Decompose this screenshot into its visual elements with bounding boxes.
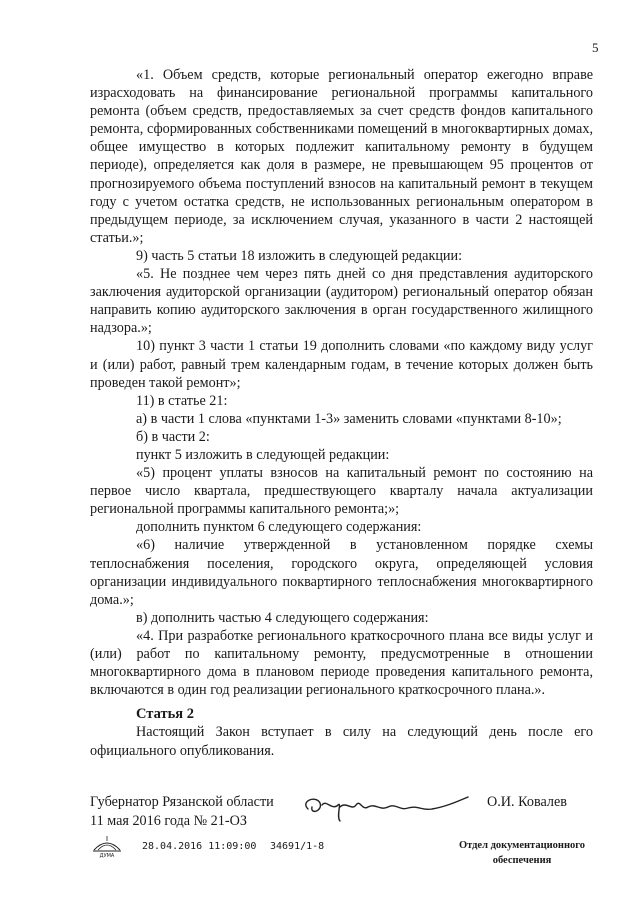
paragraph: «5. Не позднее чем через пять дней со дня представления аудиторского заключения аудиторской организации (аудитором) региональный оператор обязан направить копию аудиторского заключения в орган государственного жилищного надзора.»;: [90, 266, 593, 337]
paragraph: в) дополнить частью 4 следующего содержания:: [136, 609, 429, 626]
paragraph: «4. При разработке регионального краткосрочного плана все виды услуг и (или) работ по капитальному ремонту, предусмотренные в отношении многоквартирного дома в плановом периоде проведения капитального ремонта, включаются в один год реализации регионального краткосрочного плана.».: [90, 627, 593, 699]
article-text: Настоящий Закон вступает в силу на следующий день после его официального опубликования.: [90, 724, 593, 759]
paragraph: пункт 5 изложить в следующей редакции:: [136, 446, 390, 463]
law-date-number: 11 мая 2016 года № 21-ОЗ: [90, 813, 247, 829]
paragraph: дополнить пунктом 6 следующего содержания:: [136, 519, 422, 536]
department-line: обеспечения: [492, 855, 552, 866]
handwritten-signature: [296, 781, 476, 836]
paragraph: 11) в статье 21:: [136, 392, 228, 409]
paragraph: «6) наличие утвержденной в установленном порядке схемы теплоснабжения поселения, городского округа, определяющей условия организации индивидуального поквартирного теплоснабжения многоквартирного дома.»;: [90, 537, 593, 608]
paragraph: 9) часть 5 статьи 18 изложить в следующей редакции:: [136, 247, 463, 264]
department-stamp: [442, 838, 602, 868]
governor-name: О.И. Ковалев: [487, 794, 567, 810]
page-number: 5: [592, 40, 599, 55]
paragraph: 10) пункт 3 части 1 статьи 19 дополнить словами «по каждому виду услуг и (или) работ, равный трем календарным годам, в течение которых должен быть проведен такой ремонт»;: [90, 338, 593, 391]
paragraph: б) в части 2:: [136, 428, 210, 445]
paragraph: «5) процент уплаты взносов на капитальный ремонт по состоянию на первое число квартала, предшествующего кварталу начала актуализации региональной программы капитального ремонта;»;: [90, 465, 593, 518]
department-line: Отдел документационного: [458, 840, 586, 851]
stamp-datetime: 28.04.2016 11:09:00: [142, 841, 257, 852]
paragraph: «1. Объем средств, которые региональный оператор ежегодно вправе израсходовать на финансирование региональной программы капитального ремонта (объем средств, предоставляемых за счет средств фондов капитального ремонта, сформированных собственниками помещений в многоквартирных домах, общее имущество в которых подлежит капитальному ремонту в будущем периоде), определяется как доля в размере, не превышающем 95 процентов от прогнозируемого объема поступлений взносов на капитальный ремонт в текущем году с учетом остатка средств, не использованных региональным оператором в предыдущем периоде, за исключением случая, указанного в части 2 настоящей статьи.»;: [90, 67, 593, 246]
governor-title: Губернатор Рязанской области: [90, 794, 274, 810]
paragraph: а) в части 1 слова «пунктами 1-3» заменить словами «пунктами 8-10»;: [136, 410, 562, 427]
svg-text:ДУМА: ДУМА: [99, 853, 115, 858]
duma-logo: [90, 834, 124, 863]
stamp-doc-id: 34691/1-8: [270, 841, 325, 852]
article-heading: Статья 2: [136, 706, 194, 722]
document-body: [90, 66, 593, 699]
